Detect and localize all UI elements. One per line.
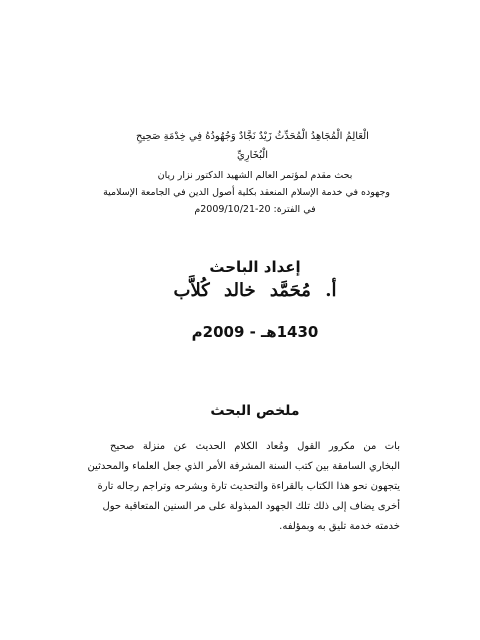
abstract-title: ملخص البحث [210,403,300,419]
abstract-line: أخرى يضاف إلى ذلك تلك الجهود المبذولة على مر السنين المتعاقبة حول [102,501,400,512]
subtitle-date-line: في الفترة: 20-2009/10/21م [194,204,316,215]
abstract-line: يتجهون نحو هذا الكتاب بالقراءة والتحديث تارة وبشرحه وتراجم رجاله تارة [97,481,400,492]
abstract-line: بات من مكرور القول ومُعاد الكلام الحديث عن منزلة صحيح [110,441,400,452]
abstract-line: خدمته خدمة تليق به وبمؤلفه. [279,521,400,532]
subtitle-line-1: بحث مقدم لمؤتمر العالم الشهيد الدكتور نزار ريان [157,170,353,181]
subtitle-line-2: وجهوده في خدمة الإسلام المنعقد بكلية أصول الدين في الجامعة الإسلامية [103,187,390,198]
author-name: أ. مُحَمَّد خالد كُلاَّب [173,280,337,301]
preparation-label: إعداد الباحث [209,258,301,276]
paper-title-line-2: الْبُخَارِيِّ [236,150,268,161]
abstract-line: البخاري السامقة بين كتب السنة المشرفة الأمر الذي جعل العلماء والمحدثين [87,461,400,472]
publication-year: 1430هـ - 2009م [191,323,319,341]
abstract-body [87,437,400,537]
paper-title-line-1: الْعَالِمُ الْمُجَاهِدُ الْمُحَدِّثُ زَيْدٌ نَجَّادٌ وَجُهُودُهُ فِي خِدْمَةِ صَحِيحِ [136,131,369,142]
